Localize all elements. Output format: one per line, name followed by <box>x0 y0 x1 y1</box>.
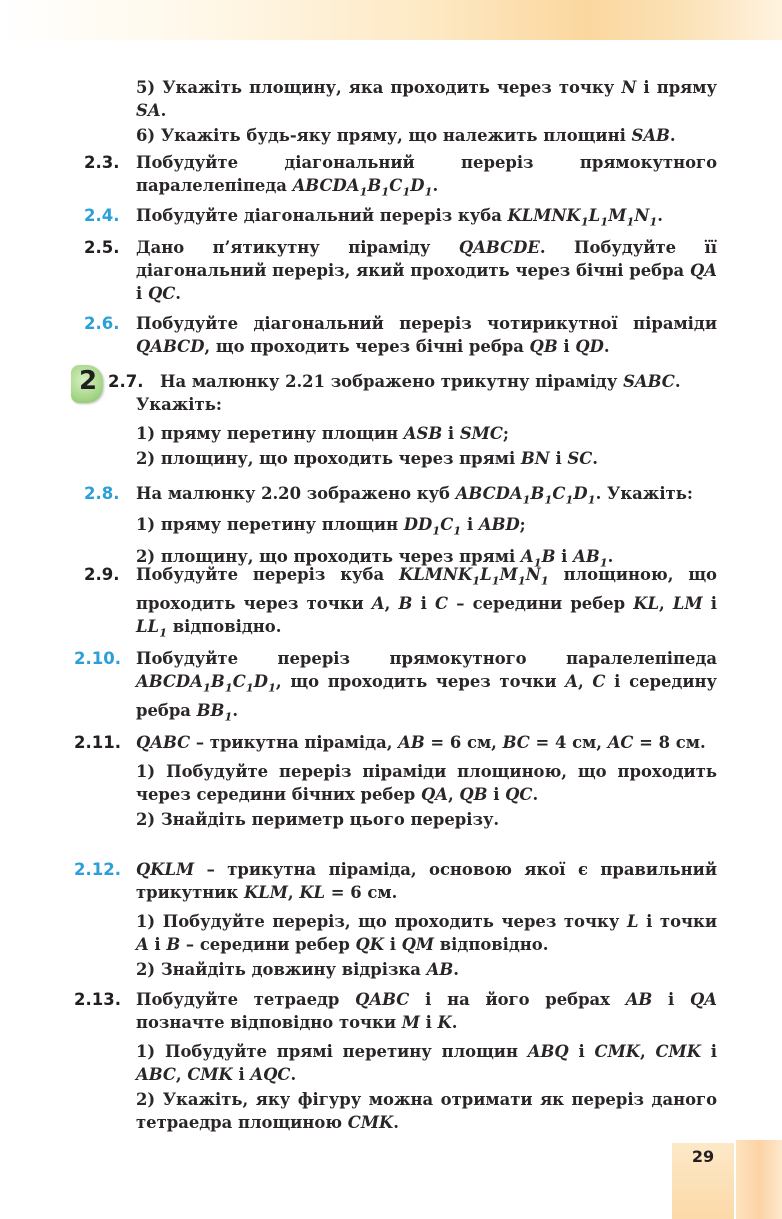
exercise-paragraph: Побудуйте діагональний переріз прямокутного паралелепіпеда $ABCDA_1B_1C_1D_1$. <box>136 153 717 199</box>
exercise-paragraph: Побудуйте тетраедр QABC і на його ребрах AB і QA позначте відповідно точки M і K. <box>136 990 717 1032</box>
exercise-number: 2.6. <box>84 314 120 333</box>
exercise-number: 2.11. <box>74 733 121 752</box>
exercise-text <box>136 236 717 305</box>
exercise-text <box>136 393 717 470</box>
exercise-text <box>136 482 717 574</box>
exercise-number: 2.5. <box>84 238 120 257</box>
exercise-paragraph: Побудуйте діагональний переріз куба $KLMNK_1L_1M_1N_1$. <box>136 206 664 229</box>
exercise-number: 2.13. <box>74 990 121 1009</box>
exercise-paragraph: Побудуйте переріз куба $KLMNK_1L_1M_1N_1$ площиною, що проходить через точки A, B і C – середини ребер KL, LM і $LL_1$ відповідно. <box>136 565 718 640</box>
exercise-text <box>136 204 717 233</box>
exercise-number: 2.10. <box>74 649 121 668</box>
exercise-paragraph: 1) пряму перетину площин ASB і SMC; <box>136 424 509 443</box>
exercise-text <box>136 731 717 831</box>
exercise-paragraph: QKLM – трикутна піраміда, основою якої є правильний трикутник KLM, KL = 6 см. <box>136 860 717 902</box>
exercise-paragraph: 1) Побудуйте переріз, що проходить через точку L і точки A і B – середини ребер QK і QM відповідно. <box>136 912 718 954</box>
exercise-paragraph: QABC – трикутна піраміда, AB = 6 см, BC = 4 см, AC = 8 см. <box>136 733 706 752</box>
top-decorative-band <box>0 0 782 40</box>
exercise-text <box>136 563 717 645</box>
exercise-paragraph: 2) Знайдіть довжину відрізка AB. <box>136 960 459 979</box>
exercise-paragraph: 1) Побудуйте переріз піраміди площиною, що проходить через середини бічних ребер QA, QB і QC. <box>136 762 717 804</box>
exercise-paragraph: 1) Побудуйте прямі перетину площин ABQ і CMK, CMK і ABC, CMK і AQC. <box>136 1042 717 1084</box>
exercise-number: 2.8. <box>84 484 120 503</box>
exercise-text <box>136 988 717 1134</box>
exercise-text <box>136 858 717 981</box>
exercise-number: 2.9. <box>84 565 120 584</box>
level-badge-number: 2 <box>79 366 98 396</box>
exercise-paragraph: На малюнку 2.20 зображено куб $ABCDA_1B_1C_1D_1$. Укажіть: <box>136 484 693 507</box>
exercise-paragraph: Укажіть: <box>136 395 222 414</box>
exercise-text <box>136 647 717 729</box>
exercise-paragraph: 2) площину, що проходить через прямі BN і SC. <box>136 449 598 468</box>
exercise-paragraph: Побудуйте діагональний переріз чотирикутної піраміди QABCD, що проходить через бічні ребра QB і QD. <box>136 314 717 356</box>
exercise-number: 2.7. <box>108 372 144 391</box>
exercise-paragraph: Дано п’ятикутну піраміду QABCDE. Побудуйте її діагональний переріз, який проходить через бічні ребра QA і QC. <box>136 238 717 303</box>
exercise-continuation <box>136 76 717 147</box>
exercise-paragraph: 2) площину, що проходить через прямі $A_1B$ і $AB_1$. <box>136 546 614 569</box>
exercise-paragraph: 2) Укажіть, яку фігуру можна отримати як переріз даного тетраедра площиною CMK. <box>136 1090 717 1132</box>
exercise-paragraph: На малюнку 2.21 зображено трикутну піраміду SABC. <box>160 372 681 391</box>
exercise-paragraph: 5) Укажіть площину, яка проходить через точку N і пряму SA. <box>136 78 717 120</box>
exercise-paragraph: Побудуйте переріз прямокутного паралелепіпеда $ABCDA_1B_1C_1D_1$, що проходить через точки A, C і середину ребра $BB_1$. <box>136 649 717 724</box>
exercise-text <box>160 370 717 393</box>
exercise-text <box>136 151 717 203</box>
exercise-paragraph: 6) Укажіть будь-яку пряму, що належить площині SAB. <box>136 126 676 145</box>
exercise-paragraph: 2) Знайдіть периметр цього перерізу. <box>136 810 500 829</box>
exercise-number: 2.4. <box>84 206 120 225</box>
page-number: 29 <box>691 1147 715 1166</box>
exercise-number: 2.12. <box>74 860 121 879</box>
exercise-number: 2.3. <box>84 153 120 172</box>
bottom-right-decorative-strip <box>736 1140 782 1219</box>
exercise-text <box>136 312 717 358</box>
exercise-paragraph: 1) пряму перетину площин $DD_1C_1$ і ABD; <box>136 515 526 538</box>
